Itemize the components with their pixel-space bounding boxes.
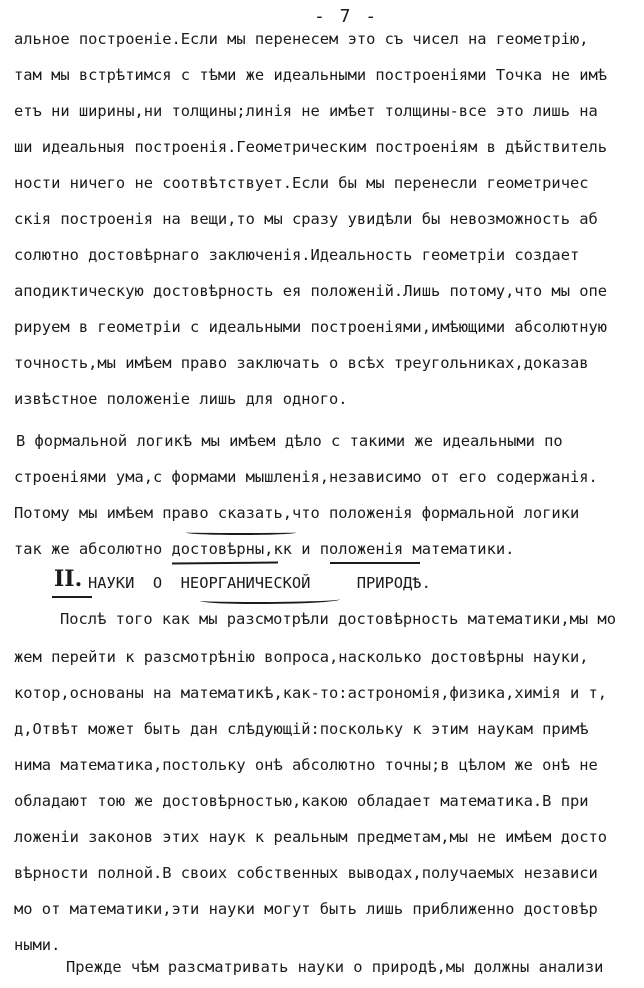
line-text: жем перейти к разсмотрѣнію вопроса,насколько достовѣрны науки, xyxy=(14,648,589,666)
text-line-21 xyxy=(14,788,644,814)
line-text: нима математика,постольку онѣ абсолютно точны;в цѣлом же онѣ не xyxy=(14,756,598,774)
page-number: - 7 - xyxy=(314,6,379,27)
text-line-18 xyxy=(14,680,644,706)
heading-underline-curve xyxy=(200,596,340,604)
line-text: вѣрности полной.В своих собственных выводах,получаемых независи xyxy=(14,864,598,882)
text-line-13 xyxy=(14,464,644,490)
handwritten-underline xyxy=(330,562,420,564)
section-heading: НАУКИ О НЕОРГАНИЧЕСКОЙ ПРИРОДѢ. xyxy=(88,574,431,592)
numeral-underline xyxy=(52,596,92,598)
line-text: точность,мы имѣем право заключать о всѣх треугольниках,доказав xyxy=(14,354,589,372)
text-line-12 xyxy=(16,428,644,454)
line-text: етъ ни ширины,ни толщины;линія не имѣет толщины-все это лишь на xyxy=(14,102,598,120)
text-line-16 xyxy=(60,606,644,632)
handwritten-underline xyxy=(172,562,278,565)
line-text: Потому мы имѣем право сказать,что положенія формальной логики xyxy=(14,504,580,522)
line-text: Прежде чѣм разсматривать науки о природѣ,мы должны анализи xyxy=(66,958,604,976)
line-text: ности ничего не соотвѣтствует.Если бы мы перенесли геометричес xyxy=(14,174,589,192)
line-text: котор,основаны на математикѣ,как-то:астрономія,физика,химія и т, xyxy=(14,684,608,702)
text-line-7 xyxy=(14,242,644,268)
line-text: строеніями ума,с формами мышленія,независимо от его содержанія. xyxy=(14,468,598,486)
text-line-15 xyxy=(14,536,644,562)
line-text: д,Отвѣт может быть дан слѣдующій:поскольку к этим наукам примѣ xyxy=(14,720,589,738)
text-line-24 xyxy=(14,896,644,922)
line-text: мо от математики,эти науки могут быть лишь приближенно достовѣр xyxy=(14,900,598,918)
text-line-8 xyxy=(14,278,644,304)
line-text: ложеніи законов этих наук к реальным предметам,мы не имѣем досто xyxy=(14,828,608,846)
line-text: Послѣ того как мы разсмотрѣли достовѣрность математики,мы мо xyxy=(60,610,616,628)
text-line-14 xyxy=(14,500,644,526)
line-text: извѣстное положеніе лишь для одного. xyxy=(14,390,348,408)
line-text: ши идеальныя построенія.Геометрическим построеніям в дѣйствитель xyxy=(14,138,608,156)
text-line-26 xyxy=(66,954,644,980)
line-text: скія построенія на вещи,то мы сразу увидѣли бы невозможность аб xyxy=(14,210,598,228)
line-text: ными. xyxy=(14,936,61,954)
text-line-9 xyxy=(14,314,644,340)
text-line-2 xyxy=(14,62,644,88)
text-line-1 xyxy=(14,26,644,52)
line-text: солютно достовѣрнаго заключенія.Идеальность геометріи создает xyxy=(14,246,580,264)
text-line-22 xyxy=(14,824,644,850)
line-text: аподиктическую достовѣрность ея положеній.Лишь потому,что мы опе xyxy=(14,282,608,300)
text-line-6 xyxy=(14,206,644,232)
text-line-19 xyxy=(14,716,644,742)
text-line-3 xyxy=(14,98,644,124)
text-line-11 xyxy=(14,386,644,412)
handwritten-underline xyxy=(186,530,296,535)
text-line-4 xyxy=(14,134,644,160)
line-text: альное построеніе.Если мы перенесем это съ чисел на геометрію, xyxy=(14,30,589,48)
text-line-10 xyxy=(14,350,644,376)
line-text: В формальной логикѣ мы имѣем дѣло с такими же идеальными по xyxy=(16,432,563,450)
line-text: обладают тою же достовѣрностью,какою обладает математика.В при xyxy=(14,792,589,810)
line-text: рируем в геометріи с идеальными построеніями,имѣющими абсолютную xyxy=(14,318,608,336)
text-line-20 xyxy=(14,752,644,778)
text-line-5 xyxy=(14,170,644,196)
section-numeral: II. xyxy=(54,566,83,592)
text-line-17 xyxy=(14,644,644,670)
text-line-23 xyxy=(14,860,644,886)
line-text: так же абсолютно достовѣрны,кк и положенія математики. xyxy=(14,540,515,558)
line-text: там мы встрѣтимся с тѣми же идеальными построеніями Точка не имѣ xyxy=(14,66,608,84)
